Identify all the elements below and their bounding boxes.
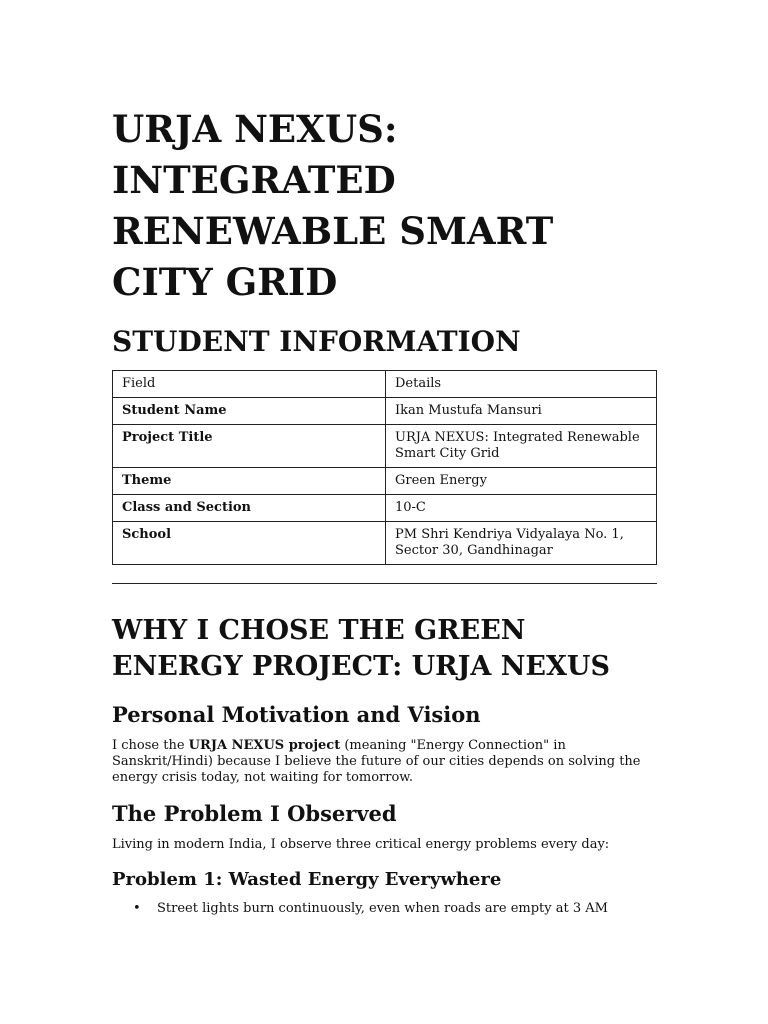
why-heading: WHY I CHOSE THE GREEN ENERGY PROJECT: URJA NEXUS xyxy=(112,615,610,682)
table-row xyxy=(113,495,657,522)
table-row xyxy=(113,425,657,468)
student-info-heading: STUDENT INFORMATION xyxy=(112,325,521,358)
motivation-text-post: (meaning "Energy Connection" in Sanskrit/Hindi) because I believe the future of our cities depends on solving the energy crisis today, not waiting for tomorrow. xyxy=(112,738,641,785)
table-field-cell: Theme xyxy=(113,468,386,495)
table-value-cell: Ikan Mustufa Mansuri xyxy=(386,398,657,425)
bullet-icon: • xyxy=(133,901,141,916)
problem1-bullet-list xyxy=(112,900,657,918)
document-title: URJA NEXUS: INTEGRATED RENEWABLE SMART CITY GRID xyxy=(112,107,554,304)
table-header-details: Details xyxy=(386,371,657,398)
table-field-cell: School xyxy=(113,522,386,565)
table-value-cell: URJA NEXUS: Integrated Renewable Smart City Grid xyxy=(386,425,657,468)
table-row xyxy=(113,468,657,495)
motivation-heading: Personal Motivation and Vision xyxy=(112,702,481,727)
motivation-text-bold: URJA NEXUS project xyxy=(188,738,341,753)
table-header-row xyxy=(113,371,657,398)
motivation-text-pre: I chose the xyxy=(112,738,189,753)
student-info-table xyxy=(112,370,657,565)
table-header-field: Field xyxy=(113,371,386,398)
table-field-cell: Project Title xyxy=(113,425,386,468)
problem-heading: The Problem I Observed xyxy=(112,801,397,826)
table-row xyxy=(113,398,657,425)
table-value-cell: PM Shri Kendriya Vidyalaya No. 1, Sector 30, Gandhinagar xyxy=(386,522,657,565)
table-field-cell: Student Name xyxy=(113,398,386,425)
list-item-text: Street lights burn continuously, even when roads are empty at 3 AM xyxy=(157,901,608,916)
motivation-paragraph xyxy=(112,738,657,786)
horizontal-divider xyxy=(112,583,657,584)
table-value-cell: 10-C xyxy=(386,495,657,522)
table-field-cell: Class and Section xyxy=(113,495,386,522)
table-row xyxy=(113,522,657,565)
problem1-heading: Problem 1: Wasted Energy Everywhere xyxy=(112,869,502,890)
problem-paragraph: Living in modern India, I observe three critical energy problems every day: xyxy=(112,837,610,852)
table-value-cell: Green Energy xyxy=(386,468,657,495)
list-item xyxy=(112,900,657,918)
